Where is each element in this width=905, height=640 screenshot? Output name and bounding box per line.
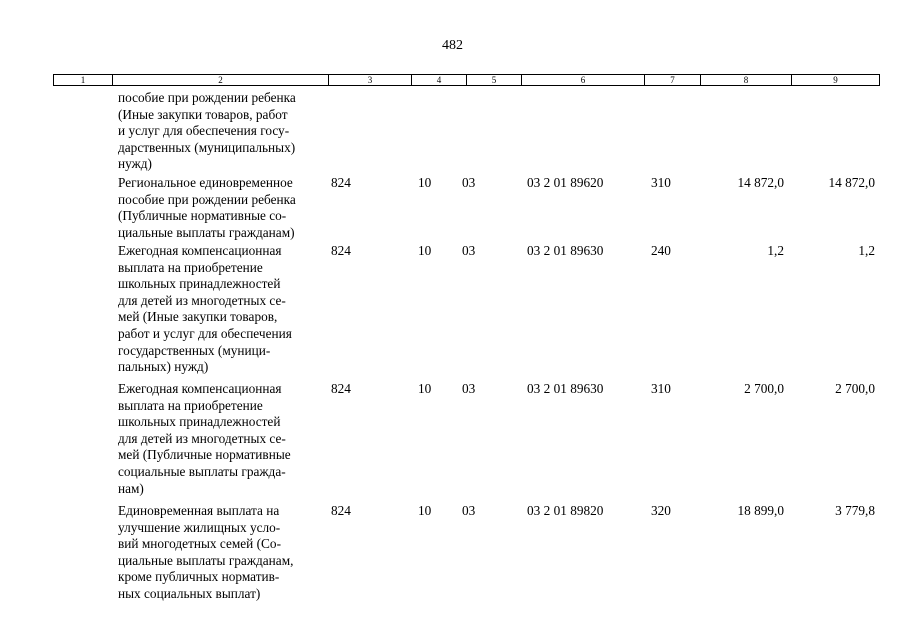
row-description: Ежегодная компенсационная выплата на приобретение школьных принадлежностей для детей из многодетных се- мей (Иные закупки товаров, работ и услуг для обеспечения государственных (муници- пальных) нужд)	[118, 243, 292, 375]
row-col-8: 14 872,0	[737, 175, 784, 190]
header-col-4: 4	[436, 75, 442, 85]
row-col-3: 824	[331, 243, 351, 258]
row-col-9: 1,2	[858, 243, 875, 258]
row-col-4: 10	[418, 243, 432, 258]
header-col-8: 8	[743, 75, 749, 85]
row-description: Единовременная выплата на улучшение жилищных усло- вий многодетных семей (Со- циальные выплаты гражданам, кроме публичных норматив- ных социальных выплат)	[118, 503, 294, 601]
row-col-3: 824	[331, 503, 351, 518]
header-col-6: 6	[580, 75, 586, 85]
row-col-6: 03 2 01 89620	[527, 175, 604, 190]
row-col-6: 03 2 01 89630	[527, 381, 604, 396]
row-col-5: 03	[462, 243, 476, 258]
row-description: Ежегодная компенсационная выплата на приобретение школьных принадлежностей для детей из многодетных се- мей (Публичные нормативные социальные выплаты гражда- нам)	[118, 381, 291, 496]
row-description: Региональное единовременное пособие при рождении ребенка (Публичные нормативные со- циальные выплаты гражданам)	[118, 175, 296, 240]
row-col-4: 10	[418, 175, 432, 190]
row-col-8: 1,2	[767, 243, 784, 258]
row-col-5: 03	[462, 381, 476, 396]
row-col-4: 10	[418, 381, 432, 396]
row-col-7: 310	[651, 175, 671, 190]
header-col-1: 1	[80, 75, 86, 85]
row-col-7: 320	[651, 503, 671, 518]
continuation-description: пособие при рождении ребенка (Иные закупки товаров, работ и услуг для обеспечения госу- дарственных (муниципальных) нужд)	[118, 90, 296, 172]
row-col-8: 18 899,0	[737, 503, 784, 518]
row-col-7: 240	[651, 243, 671, 258]
table-header-row	[53, 74, 880, 86]
row-col-4: 10	[418, 503, 432, 518]
header-col-7: 7	[670, 75, 675, 85]
row-col-5: 03	[462, 503, 476, 518]
row-col-9: 14 872,0	[828, 175, 875, 190]
row-col-3: 824	[331, 381, 351, 396]
row-col-6: 03 2 01 89630	[527, 243, 604, 258]
row-col-3: 824	[331, 175, 351, 190]
header-col-2: 2	[218, 75, 223, 85]
row-col-8: 2 700,0	[744, 381, 784, 396]
row-col-9: 3 779,8	[835, 503, 875, 518]
row-col-9: 2 700,0	[835, 381, 875, 396]
header-col-5: 5	[491, 75, 497, 85]
row-col-5: 03	[462, 175, 476, 190]
row-col-6: 03 2 01 89820	[527, 503, 604, 518]
header-col-3: 3	[367, 75, 373, 85]
page-number: 482	[442, 38, 463, 53]
header-col-9: 9	[833, 75, 838, 85]
row-col-7: 310	[651, 381, 671, 396]
